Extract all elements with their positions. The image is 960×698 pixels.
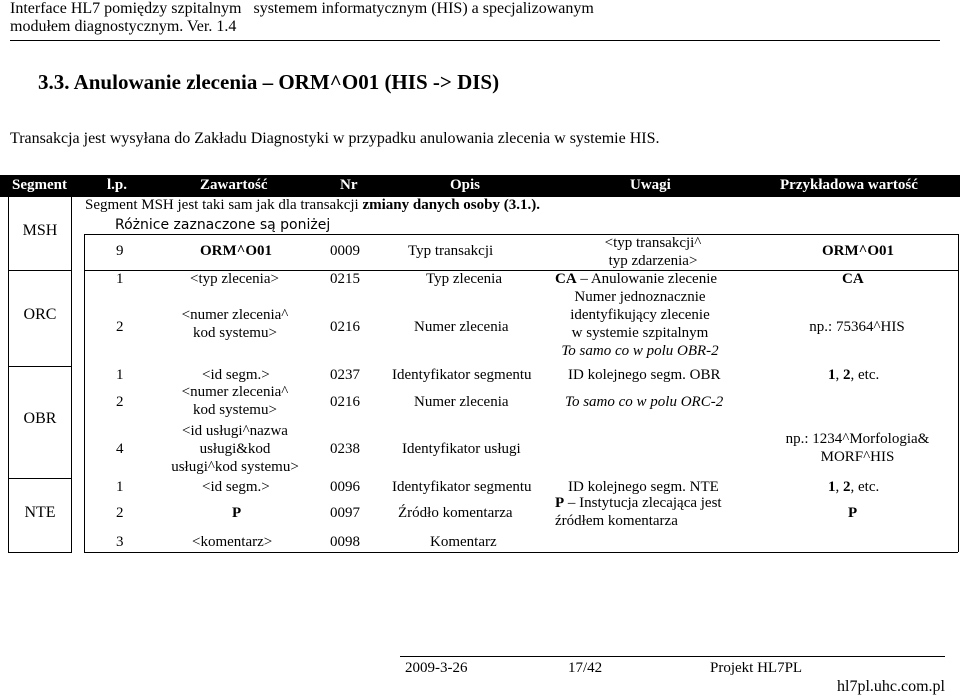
cell-przyklad-bold: 2	[843, 367, 851, 383]
cell-przyklad: ORM^O01	[821, 243, 895, 259]
cell-przyklad-text: , etc.	[850, 367, 880, 383]
cell-lp: 2	[116, 319, 124, 335]
cell-opis: Numer zlecenia	[414, 319, 509, 335]
cell-przyklad-text: , etc.	[850, 479, 880, 495]
grid-hline	[84, 234, 958, 235]
cell-przyklad	[775, 430, 940, 466]
cell-przyklad: CA	[842, 271, 864, 287]
cell-nr: 0237	[330, 367, 360, 383]
cell-uwagi-line: <typ transakcji^	[604, 235, 702, 251]
cell-nr: 0216	[330, 319, 360, 335]
cell-content	[160, 422, 310, 476]
col-uwagi: Uwagi	[630, 177, 671, 193]
cell-uwagi: ID kolejnego segm. NTE	[568, 479, 719, 495]
cell-uwagi-text: – Anulowanie zlecenie	[576, 271, 718, 287]
col-opis: Opis	[450, 177, 481, 193]
footer-project: Projekt HL7PL	[710, 660, 803, 676]
cell-content	[165, 383, 305, 419]
segment-orc-cell	[8, 270, 72, 367]
cell-uwagi-bold: P	[555, 495, 565, 511]
cell-content: <komentarz>	[192, 534, 273, 550]
cell-uwagi-line: typ zdarzenia>	[608, 253, 698, 269]
col-zawartosc: Zawartość	[200, 177, 268, 193]
cell-nr: 0238	[330, 441, 360, 457]
cell-lp: 9	[116, 243, 124, 259]
cell-opis: Typ transakcji	[408, 243, 494, 259]
cell-nr: 0009	[330, 243, 360, 259]
cell-content: ORM^O01	[200, 243, 273, 259]
col-segment: Segment	[12, 177, 67, 193]
cell-przyklad-text: ,	[835, 479, 843, 495]
section-title: 3.3. Anulowanie zlecenia – ORM^O01 (HIS -> DIS)	[38, 70, 500, 94]
cell-content-line: <id usługi^nazwa	[182, 423, 288, 439]
cell-przyklad	[828, 366, 879, 384]
grid-hline	[84, 552, 958, 553]
segment-orc-label: ORC	[23, 306, 57, 323]
cell-opis: Identyfikator usługi	[402, 441, 521, 457]
msh-note-text: Segment MSH jest taki sam jak dla transakcji	[85, 197, 363, 213]
cell-przyklad-bold: 1	[828, 367, 836, 383]
cell-opis: Identyfikator segmentu	[392, 367, 532, 383]
segment-nte-cell	[8, 478, 72, 553]
cell-opis: Komentarz	[430, 534, 497, 550]
cell-nr: 0096	[330, 479, 360, 495]
cell-content-line: kod systemu>	[193, 325, 277, 341]
segment-obr-cell	[8, 366, 72, 479]
cell-uwagi	[555, 270, 717, 288]
cell-lp: 2	[116, 394, 124, 410]
grid-vline	[958, 234, 959, 552]
col-nr: Nr	[340, 177, 358, 193]
cell-content-line: <numer zlecenia^	[181, 307, 289, 323]
cell-uwagi: To samo co w polu ORC-2	[565, 394, 724, 410]
intro-paragraph: Transakcja jest wysyłana do Zakładu Diagnostyki w przypadku anulowania zlecenia w systemie HIS.	[10, 130, 660, 147]
cell-uwagi-text: – Instytucja zlecająca jest	[564, 495, 722, 511]
cell-przyklad-line: MORF^HIS	[820, 449, 895, 465]
msh-note-bold: zmiany danych osoby (3.1.).	[362, 197, 540, 213]
cell-content-line: usługi^kod systemu>	[171, 459, 299, 475]
cell-uwagi-bold: CA	[555, 271, 577, 287]
cell-nr: 0097	[330, 505, 360, 521]
cell-przyklad	[828, 478, 879, 496]
cell-przyklad-text: ,	[835, 367, 843, 383]
segment-nte-label: NTE	[24, 504, 56, 521]
msh-note	[85, 197, 540, 214]
cell-content: P	[232, 505, 242, 521]
cell-uwagi: ID kolejnego segm. OBR	[568, 367, 721, 383]
cell-nr: 0216	[330, 394, 360, 410]
cell-przyklad-line: np.: 1234^Morfologia&	[785, 431, 930, 447]
cell-content: <id segm.>	[202, 367, 270, 383]
footer-page: 17/42	[568, 660, 603, 676]
cell-lp: 1	[116, 271, 124, 287]
cell-uwagi-line	[555, 494, 722, 512]
cell-lp: 2	[116, 505, 124, 521]
document-header	[10, 0, 594, 36]
footer-date: 2009-3-26	[405, 660, 468, 676]
cell-przyklad: P	[848, 505, 858, 521]
segment-msh-label: MSH	[22, 222, 58, 239]
cell-uwagi-line: źródłem komentarza	[555, 513, 678, 529]
cell-lp: 1	[116, 479, 124, 495]
cell-opis: Numer zlecenia	[414, 394, 509, 410]
cell-lp: 1	[116, 367, 124, 383]
cell-content-line: <numer zlecenia^	[181, 384, 289, 400]
cell-content: <typ zlecenia>	[190, 271, 279, 287]
cell-przyklad-bold: 1	[828, 479, 836, 495]
segment-obr-label: OBR	[23, 410, 57, 427]
cell-uwagi	[560, 288, 720, 360]
grid-vline	[84, 234, 85, 552]
col-przyklad: Przykładowa wartość	[780, 177, 918, 193]
msh-differences-note: Różnice zaznaczone są poniżej	[115, 217, 331, 233]
cell-lp: 4	[116, 441, 124, 457]
cell-content: <id segm.>	[202, 479, 270, 495]
footer-divider	[400, 656, 945, 657]
footer-url: hl7pl.uhc.com.pl	[837, 678, 945, 695]
cell-uwagi-line: identyfikujący zlecenie	[570, 307, 710, 323]
cell-lp: 3	[116, 534, 124, 550]
header-divider	[10, 40, 940, 41]
cell-content-line: kod systemu>	[193, 402, 277, 418]
cell-opis: Typ zlecenia	[426, 271, 502, 287]
header-line-1: Interface HL7 pomiędzy szpitalnym systemem informatycznym (HIS) a specjalizowanym	[10, 0, 594, 17]
cell-przyklad-bold: 2	[843, 479, 851, 495]
cell-opis: Identyfikator segmentu	[392, 479, 532, 495]
cell-uwagi-line: w systemie szpitalnym	[571, 325, 709, 341]
cell-uwagi-line: Numer jednoznacznie	[574, 289, 706, 305]
cell-nr: 0098	[330, 534, 360, 550]
cell-nr: 0215	[330, 271, 360, 287]
cell-uwagi	[555, 494, 722, 530]
table-header	[0, 175, 960, 197]
cell-przyklad: np.: 75364^HIS	[809, 319, 905, 335]
header-line-2: modułem diagnostycznym. Ver. 1.4	[10, 18, 237, 35]
col-lp: l.p.	[107, 177, 128, 193]
cell-opis: Źródło komentarza	[398, 505, 513, 521]
segment-msh-cell	[8, 197, 72, 271]
cell-uwagi	[578, 234, 728, 270]
cell-content	[165, 306, 305, 342]
cell-content-line: usługi&kod	[199, 441, 271, 457]
cell-uwagi-line: To samo co w polu OBR-2	[561, 343, 719, 359]
